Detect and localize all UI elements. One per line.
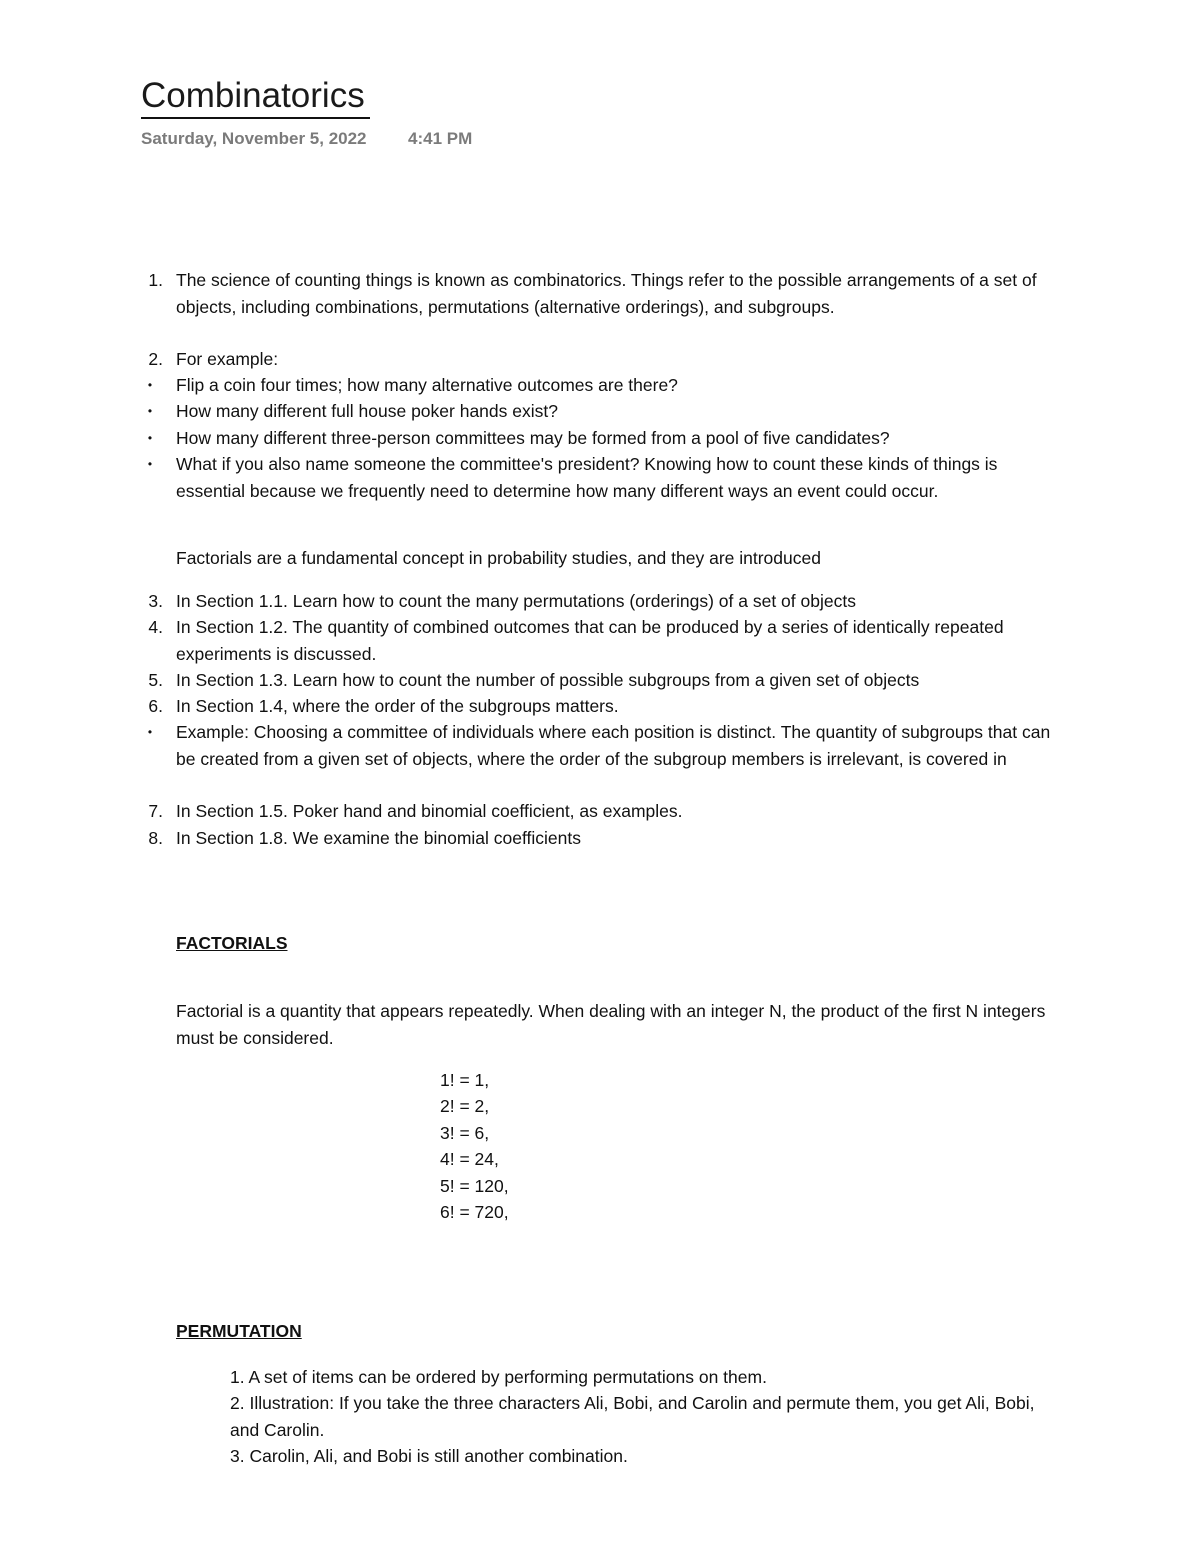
factorials-heading: FACTORIALS: [176, 933, 288, 953]
list-marker: 4.: [148, 617, 163, 637]
factorials-paragraph: Factorial is a quantity that appears repeatedly. When dealing with an integer N, the product of the first N integers must be considered.: [176, 1001, 1046, 1048]
bullet-marker: •: [147, 378, 153, 392]
list-marker: 7.: [148, 801, 163, 821]
factorial-line: 4! = 24,: [440, 1149, 499, 1169]
list-item: In Section 1.5. Poker hand and binomial coefficient, as examples.: [176, 801, 683, 821]
list-marker: 3.: [148, 591, 163, 611]
bullet-marker: •: [147, 725, 153, 739]
list-item: Example: Choosing a committee of individuals where each position is distinct. The quantity of subgroups that can be created from a given set of objects, where the order of the subgroup members is irrelevant, is covered in: [176, 722, 1051, 769]
list-item: For example:: [176, 349, 279, 369]
list-item: Flip a coin four times; how many alternative outcomes are there?: [176, 375, 678, 395]
list-item: In Section 1.2. The quantity of combined outcomes that can be produced by a series of identically repeated experiments is discussed.: [176, 617, 1004, 664]
title-underline: [141, 117, 370, 119]
factorial-line: 1! = 1,: [440, 1070, 490, 1090]
list-item: In Section 1.3. Learn how to count the number of possible subgroups from a given set of objects: [176, 670, 920, 690]
list-marker: 6.: [148, 696, 163, 716]
permutation-item: 1. A set of items can be ordered by performing permutations on them.: [230, 1367, 767, 1387]
page-time: 4:41 PM: [408, 129, 473, 148]
list-item: In Section 1.4, where the order of the subgroups matters.: [176, 696, 619, 716]
list-marker: 1.: [148, 270, 163, 290]
intro-paragraph: Factorials are a fundamental concept in probability studies, and they are introduced: [176, 548, 821, 568]
list-item: What if you also name someone the committee's president? Knowing how to count these kinds of things is essential because we frequently need to determine how many different ways an event could occur.: [176, 454, 998, 501]
factorial-line: 2! = 2,: [440, 1096, 490, 1116]
page-title: Combinatorics: [141, 76, 365, 115]
list-item: In Section 1.1. Learn how to count the many permutations (orderings) of a set of objects: [176, 591, 856, 611]
factorial-line: 3! = 6,: [440, 1123, 490, 1143]
list-item: How many different three-person committees may be formed from a pool of five candidates?: [176, 428, 890, 448]
list-marker: 5.: [148, 670, 163, 690]
permutation-heading: PERMUTATION: [176, 1321, 302, 1341]
bullet-marker: •: [147, 457, 153, 471]
list-marker: 8.: [148, 828, 163, 848]
permutation-item: 2. Illustration: If you take the three characters Ali, Bobi, and Carolin and permute them, you get Ali, Bobi, and Carolin.: [230, 1393, 1035, 1440]
bullet-marker: •: [147, 404, 153, 418]
list-item: The science of counting things is known as combinatorics. Things refer to the possible arrangements of a set of objects, including combinations, permutations (alternative orderings), and subgroups.: [176, 270, 1037, 317]
list-item: How many different full house poker hands exist?: [176, 401, 558, 421]
permutation-item: 3. Carolin, Ali, and Bobi is still another combination.: [230, 1446, 628, 1466]
list-marker: 2.: [148, 349, 163, 369]
factorial-line: 5! = 120,: [440, 1176, 509, 1196]
factorial-line: 6! = 720,: [440, 1202, 509, 1222]
page-date: Saturday, November 5, 2022: [141, 129, 367, 148]
bullet-marker: •: [147, 431, 153, 445]
list-item: In Section 1.8. We examine the binomial coefficients: [176, 828, 581, 848]
